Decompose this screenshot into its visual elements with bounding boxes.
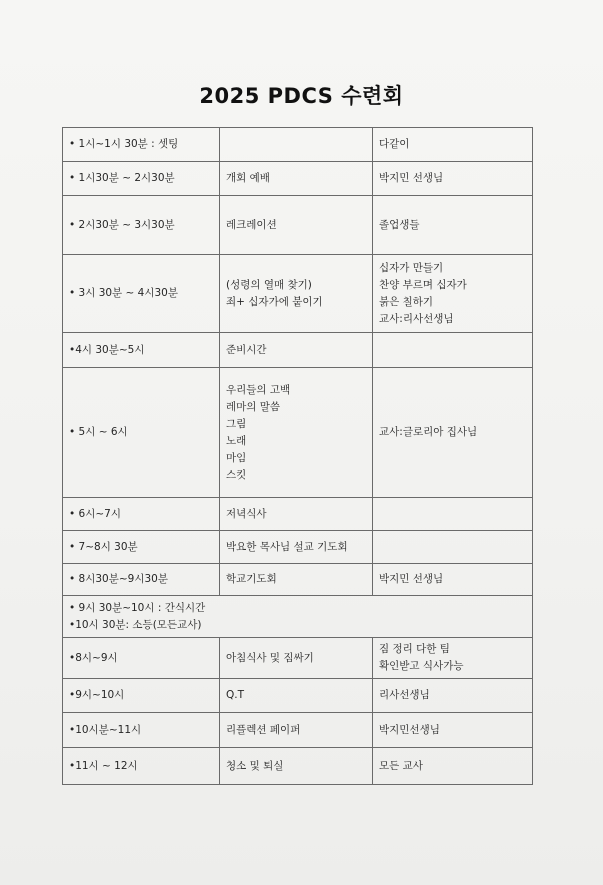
table-row: [63, 679, 533, 713]
time-text: • 1시~1시 30분 : 셋팅: [69, 138, 179, 150]
activity-cell: [220, 679, 373, 713]
activity-cell: [220, 333, 373, 368]
note-cell: [373, 498, 533, 531]
activity-text: 박요한 목사님 설교 기도회: [226, 540, 348, 553]
time-cell: [63, 564, 220, 596]
table-row: [63, 638, 533, 679]
note-text: 졸업생들: [379, 218, 420, 231]
note-text: 짐 정리 다한 팀: [379, 643, 450, 655]
table-row: [63, 596, 533, 638]
note-cell: [373, 564, 533, 596]
activity-cell: [220, 564, 373, 596]
activity-text: 스킷: [226, 468, 247, 481]
time-text: • 5시 ~ 6시: [69, 426, 128, 438]
table-row: [63, 713, 533, 748]
time-text: •9시~10시: [69, 689, 125, 701]
note-text: 찬양 부르며 십자가: [379, 278, 467, 291]
activity-text: 마임: [226, 451, 247, 464]
time-text: • 3시 30분 ~ 4시30분: [69, 287, 178, 299]
time-cell: [63, 748, 220, 785]
note-text: 박지민 선생님: [379, 573, 444, 585]
time-cell: [63, 531, 220, 564]
activity-text: 노래: [226, 434, 247, 447]
note-cell: [373, 748, 533, 785]
table-row: [63, 255, 533, 333]
activity-cell: [220, 128, 373, 162]
note-cell: [373, 638, 533, 679]
time-cell: [63, 679, 220, 713]
note-text: 교사:리사선생님: [379, 312, 454, 325]
activity-text: 청소 및 퇴실: [226, 759, 284, 772]
activity-cell: [220, 748, 373, 785]
note-text: 다같이: [379, 138, 410, 150]
activity-cell: [220, 713, 373, 748]
schedule-table: [62, 127, 533, 785]
time-text: •10시분~11시: [69, 723, 142, 736]
note-text: 리사선생님: [379, 689, 430, 701]
time-text: • 1시30분 ~ 2시30분: [69, 172, 175, 184]
table-row: [63, 196, 533, 255]
activity-text: 학교기도회: [226, 573, 277, 585]
activity-cell: [220, 255, 373, 333]
note-text: 붉은 칠하기: [379, 295, 434, 308]
table-row: [63, 531, 533, 564]
table-row: [63, 333, 533, 368]
activity-text: 리플렉션 페이퍼: [226, 723, 301, 736]
table-row: [63, 498, 533, 531]
time-text: •4시 30분~5시: [69, 343, 145, 356]
time-cell: [63, 333, 220, 368]
activity-text: 그림: [226, 417, 247, 430]
note-text: 박지민선생님: [379, 723, 440, 736]
note-text: 모든 교사: [379, 759, 423, 772]
activity-cell: [220, 638, 373, 679]
table-row: [63, 368, 533, 498]
activity-cell: [220, 531, 373, 564]
time-text: •8시~9시: [69, 651, 118, 664]
activity-text: 우리들의 고백: [226, 383, 291, 396]
time-cell: [63, 713, 220, 748]
note-text: 확인받고 식사가능: [379, 660, 464, 672]
activity-cell: [220, 498, 373, 531]
note-cell: [373, 679, 533, 713]
table-row: [63, 564, 533, 596]
activity-text: 개회 예배: [226, 172, 270, 184]
activity-text: 저녁식사: [226, 507, 267, 520]
time-cell: [63, 255, 220, 333]
activity-cell: [220, 162, 373, 196]
time-text: • 8시30분~9시30분: [69, 573, 168, 585]
note-cell: [373, 368, 533, 498]
note-cell: [373, 713, 533, 748]
time-cell: [63, 196, 220, 255]
lights-out-text: •10시 30분: 소등(모든교사): [69, 618, 202, 631]
activity-text: 준비시간: [226, 343, 267, 356]
time-cell: [63, 638, 220, 679]
note-cell: [373, 128, 533, 162]
activity-text: 레크레이션: [226, 218, 277, 231]
time-text: • 2시30분 ~ 3시30분: [69, 218, 175, 231]
note-cell: [373, 531, 533, 564]
activity-text: Q.T: [226, 689, 245, 701]
time-cell: [63, 498, 220, 531]
time-text: • 7~8시 30분: [69, 540, 138, 553]
time-cell: [63, 128, 220, 162]
time-cell: [63, 368, 220, 498]
activity-text: 아침식사 및 짐싸기: [226, 651, 314, 664]
activity-cell: [220, 196, 373, 255]
note-text: 박지민 선생님: [379, 172, 444, 184]
activity-text: 레마의 말씀: [226, 400, 281, 413]
time-text: •11시 ~ 12시: [69, 759, 138, 772]
note-cell: [373, 162, 533, 196]
note-text: 십자가 만들기: [379, 261, 444, 274]
full-width-cell: [63, 596, 533, 638]
table-row: [63, 748, 533, 785]
note-cell: [373, 196, 533, 255]
note-text: 교사:글로리아 집사님: [379, 426, 478, 438]
activity-cell: [220, 368, 373, 498]
activity-text: (성령의 열매 찾기): [226, 278, 312, 291]
activity-text: 죄+ 십자가에 붙이기: [226, 295, 323, 308]
time-text: • 6시~7시: [69, 507, 121, 520]
snack-time-text: • 9시 30분~10시 : 간식시간: [69, 601, 206, 614]
note-cell: [373, 333, 533, 368]
time-cell: [63, 162, 220, 196]
note-cell: [373, 255, 533, 333]
table-row: [63, 128, 533, 162]
document-title: 2025 PDCS 수련회: [199, 84, 404, 108]
table-row: [63, 162, 533, 196]
